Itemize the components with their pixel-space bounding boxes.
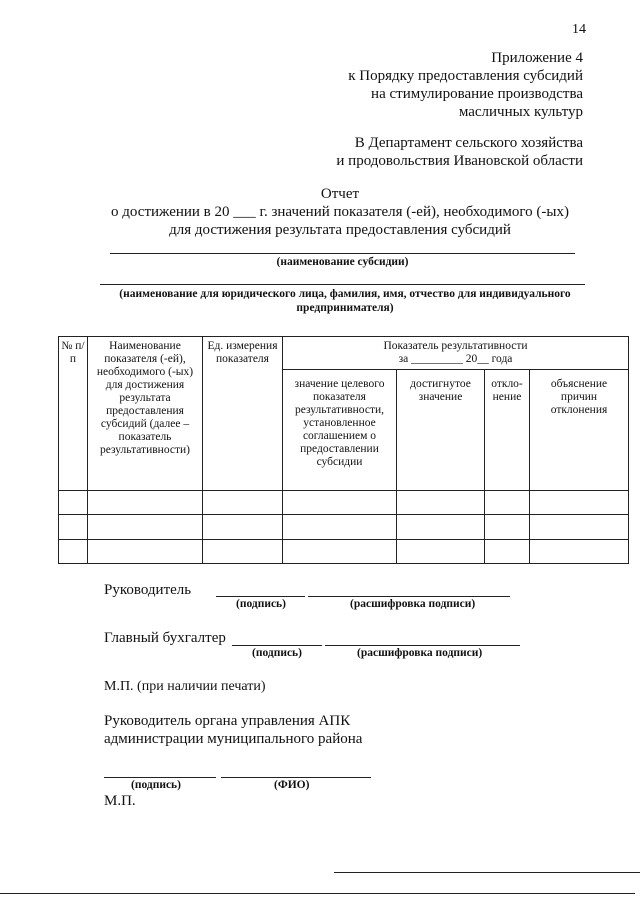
entity-caption-2: предпринимателя) xyxy=(296,302,394,314)
page-number: 14 xyxy=(572,22,586,37)
addressee-line-1: В Департамент сельского хозяйства xyxy=(354,135,583,151)
accountant-signature-line[interactable] xyxy=(232,645,322,646)
cell[interactable] xyxy=(59,515,88,540)
accountant-label: Главный бухгалтер xyxy=(104,630,226,646)
apk-head-line-2: администрации муниципального района xyxy=(104,731,363,747)
entity-caption-1: (наименование для юридического лица, фамилия, имя, отчество для индивидуального xyxy=(119,288,571,300)
header-deviation: откло-нение xyxy=(485,370,530,491)
apk-signature-caption: (подпись) xyxy=(131,779,181,791)
apk-seal: М.П. xyxy=(104,793,136,809)
cell[interactable] xyxy=(88,491,203,515)
accountant-decoding-line[interactable] xyxy=(325,645,520,646)
footer-line-long xyxy=(0,893,635,894)
report-table xyxy=(58,336,629,564)
header-target: значение целевого показателя результативности, установленное соглашением о предоставлении субсидии xyxy=(283,370,397,491)
head-label: Руководитель xyxy=(104,582,192,598)
cell[interactable] xyxy=(530,491,629,515)
seal-note: М.П. (при наличии печати) xyxy=(104,679,266,694)
head-decoding-caption: (расшифровка подписи) xyxy=(350,598,476,610)
cell[interactable] xyxy=(283,515,397,540)
addressee-line-2: и продовольствия Ивановской области xyxy=(336,153,583,169)
report-subtitle-1: о достижении в 20 ___ г. значений показателя (-ей), необходимого (-ых) xyxy=(111,204,569,220)
cell[interactable] xyxy=(485,540,530,564)
appendix-line-4: масличных культур xyxy=(458,104,583,120)
accountant-decoding-caption: (расшифровка подписи) xyxy=(357,647,483,659)
cell[interactable] xyxy=(59,540,88,564)
entity-name-line[interactable] xyxy=(100,284,585,285)
apk-head-line-1: Руководитель органа управления АПК xyxy=(104,713,351,729)
cell[interactable] xyxy=(283,540,397,564)
table-row xyxy=(59,515,629,540)
cell[interactable] xyxy=(88,540,203,564)
header-achieved: достигнутое значение xyxy=(397,370,485,491)
cell[interactable] xyxy=(283,491,397,515)
apk-signature-line[interactable] xyxy=(104,777,216,778)
group-header-line-2: за _________ 20__ года xyxy=(398,353,513,365)
header-num: № п/п xyxy=(59,337,88,491)
footer-line-short xyxy=(334,872,640,873)
header-name: Наименование показателя (-ей), необходимого (-ых) для достижения результата предоставления субсидий (далее – показатель результативности) xyxy=(88,337,203,491)
cell[interactable] xyxy=(485,515,530,540)
apk-fio-line[interactable] xyxy=(221,777,371,778)
group-header-line-1: Показатель результативности xyxy=(383,340,528,352)
cell[interactable] xyxy=(397,491,485,515)
cell[interactable] xyxy=(397,540,485,564)
appendix-line-3: на стимулирование производства xyxy=(371,86,583,102)
cell[interactable] xyxy=(59,491,88,515)
report-subtitle-2: для достижения результата предоставления субсидий xyxy=(169,222,511,238)
cell[interactable] xyxy=(203,515,283,540)
accountant-signature-caption: (подпись) xyxy=(252,647,302,659)
apk-fio-caption: (ФИО) xyxy=(274,779,310,791)
table-row xyxy=(59,540,629,564)
cell[interactable] xyxy=(485,491,530,515)
cell[interactable] xyxy=(203,491,283,515)
appendix-line-1: Приложение 4 xyxy=(491,50,583,66)
report-title: Отчет xyxy=(320,186,360,202)
cell[interactable] xyxy=(530,515,629,540)
subsidy-name-line[interactable] xyxy=(110,253,575,254)
header-reason: объяснение причин отклонения xyxy=(530,370,629,491)
head-signature-line[interactable] xyxy=(216,596,305,597)
table-row xyxy=(59,491,629,515)
header-group xyxy=(283,337,629,370)
head-decoding-line[interactable] xyxy=(308,596,510,597)
head-signature-caption: (подпись) xyxy=(236,598,286,610)
appendix-line-2: к Порядку предоставления субсидий xyxy=(348,68,583,84)
header-unit: Ед. измерения показателя xyxy=(203,337,283,491)
cell[interactable] xyxy=(530,540,629,564)
cell[interactable] xyxy=(203,540,283,564)
subsidy-caption: (наименование субсидии) xyxy=(276,256,409,268)
cell[interactable] xyxy=(397,515,485,540)
cell[interactable] xyxy=(88,515,203,540)
